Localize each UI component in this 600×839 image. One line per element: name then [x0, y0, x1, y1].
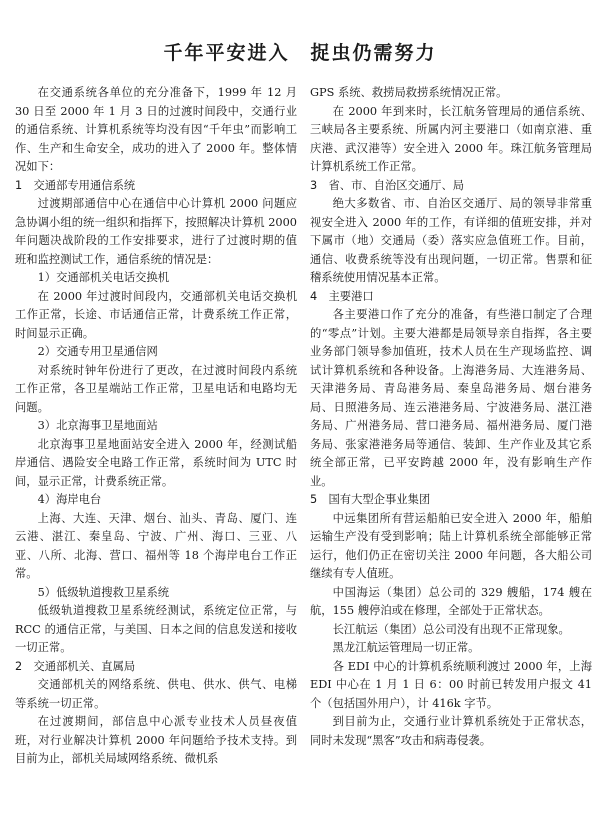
section-heading: 5 国有大型企事业集团 — [310, 493, 431, 506]
paragraph: 上海、大连、天津、烟台、汕头、青岛、厦门、连云港、湛江、秦皇岛、宁波、广州、海口、三亚、八亚、八所、北海、营口、福州等 18 个海岸电台工作正常。 — [15, 511, 297, 580]
paragraph: 对系统时钟年份进行了更改，在过渡时间段内系统工作正常，各卫星端站工作正常，卫星电话和电路均无问题。 — [15, 363, 297, 414]
subsection-heading: 2）交通专用卫星通信网 — [37, 345, 158, 358]
paragraph: 中国海运（集团）总公司的 329 艘船，174 艘在航，155 艘停泊或在修理，全部处于正常状态。 — [310, 585, 592, 617]
left-column — [15, 84, 297, 769]
paragraph: 在 2000 年到来时，长江航务管理局的通信系统、三峡局各主要系统、所属内河主要港口（如南京港、重庆港、武汉港等）安全进入 2000 年。珠江航务管理局计算机系统工作正常。 — [310, 104, 592, 173]
paragraph: 绝大多数省、市、自治区交通厅、局的领导非常重视安全进入 2000 年的工作，有详细的值班安排，并对下属市（地）交通局（委）落实应急值班工作。目前，通信、收费系统等没有出现问题，一切正常。售票和征稽系统使用情况基本正常。 — [310, 197, 592, 284]
paragraph: 在 2000 年过渡时间段内，交通部机关电话交换机工作正常，长途、市话通信正常，计费系统工作正常，时间显示正确。 — [15, 289, 297, 340]
paragraph: 长江航运（集团）总公司没有出现不正常现象。 — [332, 622, 570, 636]
paragraph: 各 EDI 中心的计算机系统顺利渡过 2000 年，上海 EDI 中心在 1 月 1 日 6：00 时前已转发用户报文 41 个（包括国外用户），计 416k 字节。 — [310, 659, 592, 710]
paragraph: 到目前为止，交通行业计算机系统处于正常状态，同时未发现“黑客”攻击和病毒侵袭。 — [310, 715, 592, 747]
paragraph: 过渡期部通信中心在通信中心计算机 2000 问题应急协调小组的统一组织和指挥下，按照解决计算机 2000 年问题决战阶段的工作安排要求，进行了过渡时期的值班和监控测试工作，通信系统的情况是： — [15, 197, 297, 266]
section-heading: 4 主要港口 — [310, 289, 374, 303]
right-column — [310, 84, 592, 750]
article-title: 千年平安进入 捉虫仍需努力 — [163, 42, 437, 64]
section-heading: 2 交通部机关、直属局 — [15, 659, 136, 673]
paragraph: 北京海事卫星地面站安全进入 2000 年，经测试船岸通信、遇险安全电路工作正常，系统时间为 UTC 时间，显示正常，计费系统正常。 — [15, 437, 297, 488]
paragraph: 中远集团所有营运船舶已安全进入 2000 年，船舶运输生产没有受到影响；陆上计算机系统全部能够正常运行，他们仍正在密切关注 2000 年问题，各大船公司继续有专人值班。 — [310, 511, 592, 580]
paragraph: 低级轨道搜救卫星系统经测试，系统定位正常，与 RCC 的通信正常，与美国、日本之间的信息发送和接收一切正常。 — [15, 604, 297, 654]
paragraph: 在过渡期间，部信息中心派专业技术人员昼夜值班，对行业解决计算机 2000 年问题给予技术支持。到目前为止，部机关局域网络系统、微机系 — [15, 715, 297, 765]
section-heading: 1 交通部专用通信系统 — [15, 178, 136, 192]
paragraph: 交通部机关的网络系统、供电、供水、供气、电梯等系统一切正常。 — [15, 678, 297, 710]
subsection-heading: 4）海岸电台 — [37, 493, 102, 506]
paragraph: 黑龙江航运管理局一切正常。 — [332, 641, 480, 654]
subsection-heading: 3）北京海事卫星地面站 — [37, 419, 158, 432]
paragraph: GPS 系统、救捞局救捞系统情况正常。 — [310, 86, 508, 99]
subsection-heading: 5）低级轨道搜救卫星系统 — [37, 585, 170, 599]
subsection-heading: 1）交通部机关电话交换机 — [37, 271, 170, 284]
paragraph: 各主要港口作了充分的准备，有些港口制定了合理的“零点”计划。主要大港都是局领导亲自指挥，各主要业务部门领导参加值班，技术人员在生产现场监控、调试计算机系统和各种设备。上海港务局、大连港务局、天津港务局、青岛港务局、秦皇岛港务局、烟台港务局、日照港务局、连云港港务局、宁波港务局、湛江港务局、广州港务局、营口港务局、福州港务局、厦门港务局、张家港港务局等通信、装卸、生产作业及其它系统全部正常，已平安跨越 2000 年，没有影响生产作业。 — [310, 308, 592, 488]
section-heading: 3 省、市、自治区交通厅、局 — [310, 178, 465, 192]
paragraph: 在交通系统各单位的充分准备下，1999 年 12 月 30 日至 2000 年 1 月 3 日的过渡时间段中，交通行业的通信系统、计算机系统等均没有因“千年虫”而影响工作、生产和生命安全，成功的进入了 2000 年。整体情况如下： — [15, 86, 297, 173]
